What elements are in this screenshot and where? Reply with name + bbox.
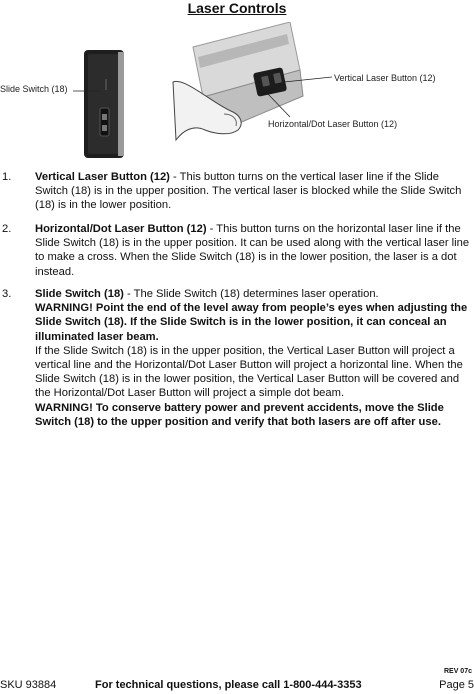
tech-support-line: For technical questions, please call 1-800-444-3353 — [95, 679, 362, 691]
item-text: - The Slide Switch (18) determines laser operation. — [123, 288, 379, 300]
warning-text: WARNING! Point the end of the level away from people’s eyes when adjusting the Slide Switch (18). If the Slide Switch is in the lower position, it can conceal an illuminated laser beam. — [35, 302, 468, 343]
item-number: 3. — [2, 288, 12, 300]
item-intro — [35, 287, 472, 301]
horizontal-button-callout: Horizontal/Dot Laser Button (12) — [268, 119, 398, 129]
level-end-view — [84, 50, 124, 158]
item-number: 1. — [2, 171, 12, 183]
item-body — [35, 222, 472, 279]
item-number: 2. — [2, 223, 12, 235]
item-heading: Slide Switch (18) — [35, 288, 124, 300]
laser-level-illustration — [0, 22, 474, 162]
laser-controls-figure — [0, 22, 474, 162]
page-title: Laser Controls — [187, 0, 287, 16]
page-number: Page 5 — [439, 679, 474, 691]
item-heading: Vertical Laser Button (12) — [35, 171, 170, 183]
item-paragraph: If the Slide Switch (18) is in the upper position, the Vertical Laser Button will project a vertical line and the Horizontal/Dot Laser Button will project a horizontal line. When the Slide Switch (18) is in the lower position, the Vertical Laser Button will be covered and the Horizontal/Dot Laser Button will project a simple dot beam. — [35, 344, 463, 400]
item-text: - This button turns on the horizontal laser line if the Slide Switch (18) is in the upper position. It can be used along with the vertical laser line to make a cross. When the Slide Switch (18) is in the lower position, the laser is a dot instead. — [35, 223, 470, 278]
item-heading: Horizontal/Dot Laser Button (12) — [35, 223, 207, 235]
revision-label: REV 07c — [443, 668, 472, 675]
slide-switch-callout: Slide Switch (18) — [0, 84, 68, 94]
item-body — [35, 170, 472, 213]
item-text: - This button turns on the vertical laser line if the Slide Switch (18) is in the upper position. The vertical laser is blocked while the Slide Switch (18) is in the lower position. — [35, 171, 462, 212]
vertical-button-callout: Vertical Laser Button (12) — [334, 73, 436, 83]
item-body — [35, 287, 472, 429]
warning-text: WARNING! To conserve battery power and prevent accidents, move the Slide Switch (18) to the upper position and verify that both lasers are off after use. — [35, 401, 444, 428]
sku-label: SKU 93884 — [0, 679, 57, 691]
